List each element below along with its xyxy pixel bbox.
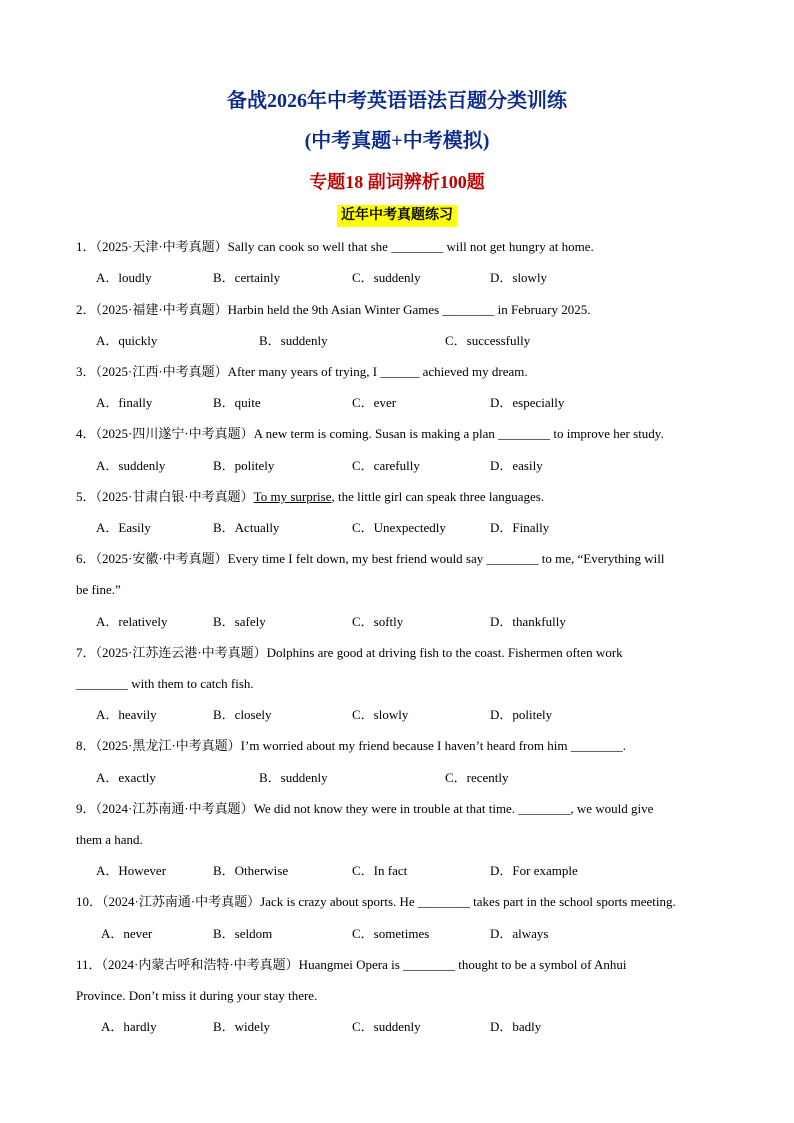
question-7-stem: 7．（2025·江苏连云港·中考真题）Dolphins are good at driving fish to the coast. Fishermen often work xyxy=(76,645,623,660)
option-d[interactable]: D．thankfully xyxy=(490,614,566,629)
option-c[interactable]: C．successfully xyxy=(445,333,531,348)
question-9-stem: 9．（2024·江苏南通·中考真题）We did not know they were in trouble at that time. ________, we would give xyxy=(76,801,654,816)
option-a[interactable]: A．loudly xyxy=(96,270,152,285)
option-c[interactable]: C．ever xyxy=(352,395,397,410)
question-7-options xyxy=(96,706,736,724)
question-4-options xyxy=(96,457,736,475)
option-b[interactable]: B．Actually xyxy=(213,520,280,535)
option-a[interactable]: A．relatively xyxy=(96,614,168,629)
option-b[interactable]: B．suddenly xyxy=(259,770,328,785)
option-d[interactable]: D．badly xyxy=(490,1019,542,1034)
option-a[interactable]: A．never xyxy=(101,926,153,941)
question-11-options xyxy=(96,1018,736,1036)
question-1-stem: 1．（2025·天津·中考真题）Sally can cook so well that she ________ will not get hungry at home. xyxy=(76,239,594,254)
question-5-underlined-phrase: To my surprise xyxy=(253,489,332,504)
option-c[interactable]: C．slowly xyxy=(352,707,409,722)
option-c[interactable]: C．sometimes xyxy=(352,926,430,941)
option-b[interactable]: B．widely xyxy=(213,1019,271,1034)
option-b[interactable]: B．closely xyxy=(213,707,272,722)
option-a[interactable]: A．Easily xyxy=(96,520,151,535)
option-d[interactable]: D．always xyxy=(490,926,549,941)
question-10-stem: 10．（2024·江苏南通·中考真题）Jack is crazy about sports. He ________ takes part in the school sports meeting. xyxy=(76,894,676,909)
option-b[interactable]: B．seldom xyxy=(213,926,273,941)
question-6-stem: 6．（2025·安徽·中考真题）Every time I felt down, my best friend would say ________ to me, “Everything will xyxy=(76,551,665,566)
question-7-stem-continued: ________ with them to catch fish. xyxy=(76,676,254,691)
question-11-stem: 11．（2024·内蒙古呼和浩特·中考真题）Huangmei Opera is ________ thought to be a symbol of Anhui xyxy=(76,957,627,972)
option-a[interactable]: A．quickly xyxy=(96,333,158,348)
document-subtitle: (中考真题+中考模拟) xyxy=(304,130,490,152)
question-8-options xyxy=(96,769,736,787)
question-3-stem: 3．（2025·江西·中考真题）After many years of trying, I ______ achieved my dream. xyxy=(76,364,528,379)
option-c[interactable]: C．carefully xyxy=(352,458,420,473)
option-c[interactable]: C．Unexpectedly xyxy=(352,520,446,535)
option-a[interactable]: A．However xyxy=(96,863,167,878)
question-5-suffix: , the little girl can speak three languages. xyxy=(331,489,545,504)
question-5-options xyxy=(96,519,736,537)
question-2-stem: 2．（2025·福建·中考真题）Harbin held the 9th Asian Winter Games ________ in February 2025. xyxy=(76,302,591,317)
option-d[interactable]: D．slowly xyxy=(490,270,548,285)
section-heading-wrap xyxy=(0,205,794,227)
option-c[interactable]: C．recently xyxy=(445,770,509,785)
option-b[interactable]: B．quite xyxy=(213,395,261,410)
option-d[interactable]: D．especially xyxy=(490,395,565,410)
option-d[interactable]: D．easily xyxy=(490,458,543,473)
option-c[interactable]: C．softly xyxy=(352,614,404,629)
option-a[interactable]: A．hardly xyxy=(101,1019,157,1034)
option-c[interactable]: C．suddenly xyxy=(352,1019,421,1034)
option-a[interactable]: A．heavily xyxy=(96,707,157,722)
option-b[interactable]: B．suddenly xyxy=(259,333,328,348)
question-3-options xyxy=(96,394,736,412)
option-b[interactable]: B．certainly xyxy=(213,270,281,285)
option-c[interactable]: C．suddenly xyxy=(352,270,421,285)
option-d[interactable]: D．politely xyxy=(490,707,553,722)
question-8-stem: 8．（2025·黑龙江·中考真题）I’m worried about my friend because I haven’t heard from him ________. xyxy=(76,738,626,753)
question-9-stem-continued: them a hand. xyxy=(76,832,143,847)
document-title: 备战2026年中考英语语法百题分类训练 xyxy=(227,90,567,112)
option-b[interactable]: B．politely xyxy=(213,458,275,473)
question-6-stem-continued: be fine.” xyxy=(76,582,121,597)
topic-heading: 专题18 副词辨析100题 xyxy=(309,172,485,192)
question-4-stem: 4．（2025·四川遂宁·中考真题）A new term is coming. Susan is making a plan ________ to improve her study. xyxy=(76,426,664,441)
option-a[interactable]: A．suddenly xyxy=(96,458,166,473)
question-1-options xyxy=(96,269,736,287)
question-9-options xyxy=(96,862,736,880)
option-b[interactable]: B．safely xyxy=(213,614,266,629)
option-a[interactable]: A．exactly xyxy=(96,770,156,785)
question-11-stem-continued: Province. Don’t miss it during your stay there. xyxy=(76,988,318,1003)
option-c[interactable]: C．In fact xyxy=(352,863,408,878)
section-heading: 近年中考真题练习 xyxy=(337,205,457,227)
option-d[interactable]: D．Finally xyxy=(490,520,550,535)
option-d[interactable]: D．For example xyxy=(490,863,578,878)
question-2-options xyxy=(96,332,736,350)
question-6-options xyxy=(96,613,736,631)
option-b[interactable]: B．Otherwise xyxy=(213,863,289,878)
question-5-stem xyxy=(76,488,726,506)
question-10-options xyxy=(96,925,736,943)
option-a[interactable]: A．finally xyxy=(96,395,153,410)
question-5-prefix: 5．（2025·甘肃白银·中考真题） xyxy=(76,489,254,504)
